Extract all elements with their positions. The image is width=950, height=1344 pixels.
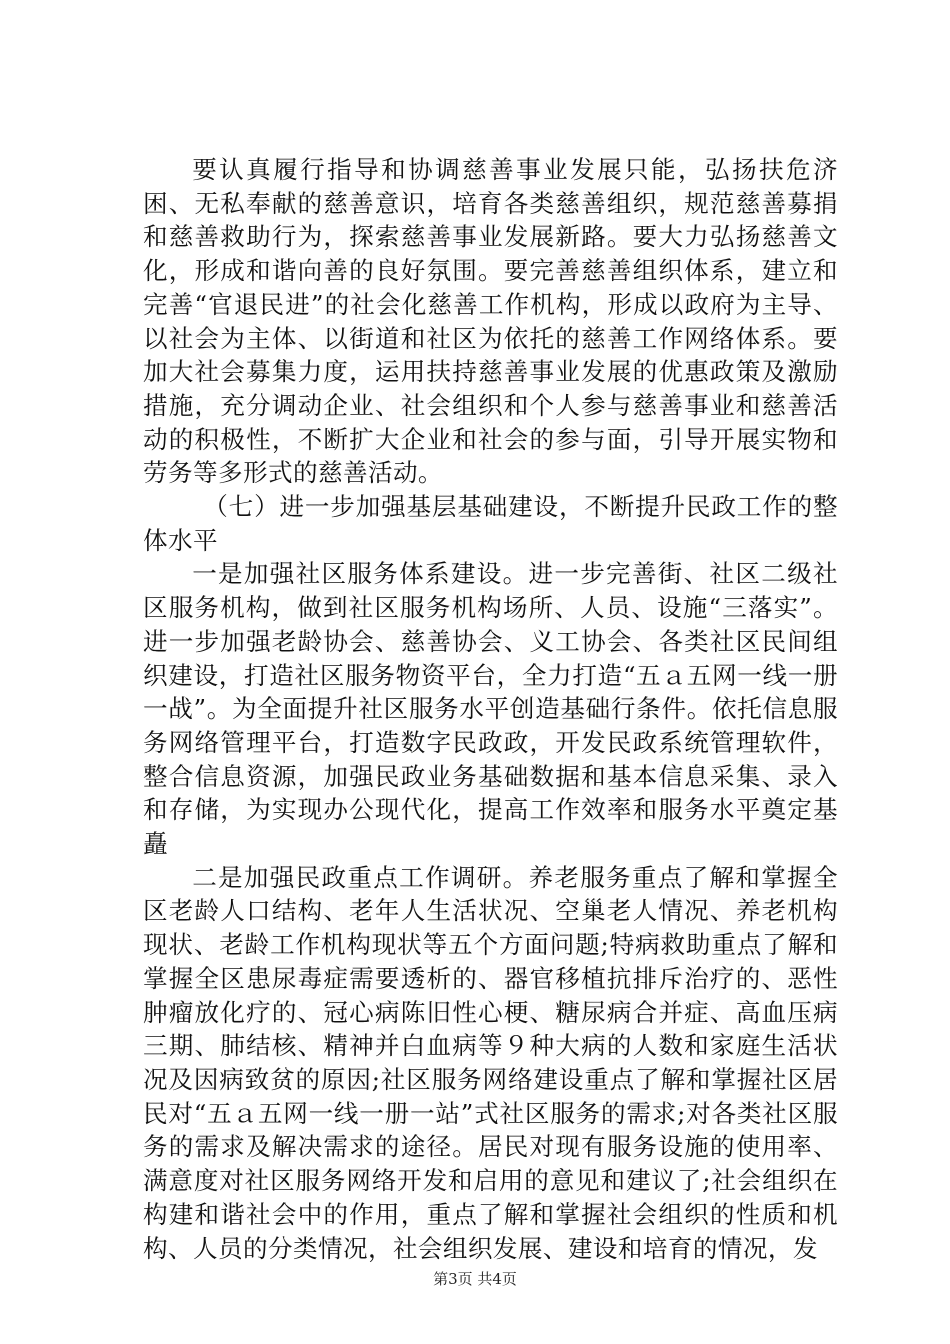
paragraph-research: 二是加强民政重点工作调研。养老服务重点了解和掌握全区老龄人口结构、老年人生活状况、空巢老人情况、养老机构现状、老龄工作机构现状等五个方面问题;特病救助重点了解和掌握全区患尿毒症需要透析的、器官移植抗排斥治疗的、恶性肿瘤放化疗的、冠心病陈旧性心梗、糖尿病合并症、高血压病三期、肺结核、精神并白血病等９种大病的人数和家庭生活状况及因病致贫的原因;社区服务网络建设重点了解和掌握社区居民对“五ａ五网一线一册一站”式社区服务的需求;对各类社区服务的需求及解决需求的途径。居民对现有服务设施的使用率、满意度对社区服务网络开发和启用的意见和建议了;社会组织在构建和谐社会中的作用，重点了解和掌握社会组织的性质和机构、人员的分类情况，社会组织发展、建设和培育的情况，发 <box>143 862 838 1263</box>
document-body <box>143 153 838 1265</box>
paragraph-charity: 要认真履行指导和协调慈善事业发展只能，弘扬扶危济困、无私奉献的慈善意识，培育各类慈善组织，规范慈善募捐和慈善救助行为，探索慈善事业发展新路。要大力弘扬慈善文化，形成和谐向善的良好氛围。要完善慈善组织体系，建立和完善“官退民进”的社会化慈善工作机构，形成以政府为主导、以社会为主体、以街道和社区为依托的慈善工作网络体系。要加大社会募集力度，运用扶持慈善事业发展的优惠政策及激励措施，充分调动企业、社会组织和个人参与慈善事业和慈善活动的积极性，不断扩大企业和社会的参与面，引导开展实物和劳务等多形式的慈善活动。 <box>143 155 838 488</box>
page-footer: 第3页 共4页 <box>433 1270 517 1288</box>
paragraph-community-service: 一是加强社区服务体系建设。进一步完善街、社区二级社区服务机构，做到社区服务机构场所、人员、设施“三落实”。进一步加强老龄协会、慈善协会、义工协会、各类社区民间组织建设，打造社区服务物资平台，全力打造“五ａ五网一线一册一战”。为全面提升社区服务水平创造基础行条件。依托信息服务网络管理平台，打造数字民政政，开发民政系统管理软件，整合信息资源，加强民政业务基础数据和基本信息采集、录入和存储，为实现办公现代化，提高工作效率和服务水平奠定基矗 <box>143 559 838 859</box>
section-heading-seven: （七）进一步加强基层基础建设，不断提升民政工作的整体水平 <box>143 492 838 555</box>
